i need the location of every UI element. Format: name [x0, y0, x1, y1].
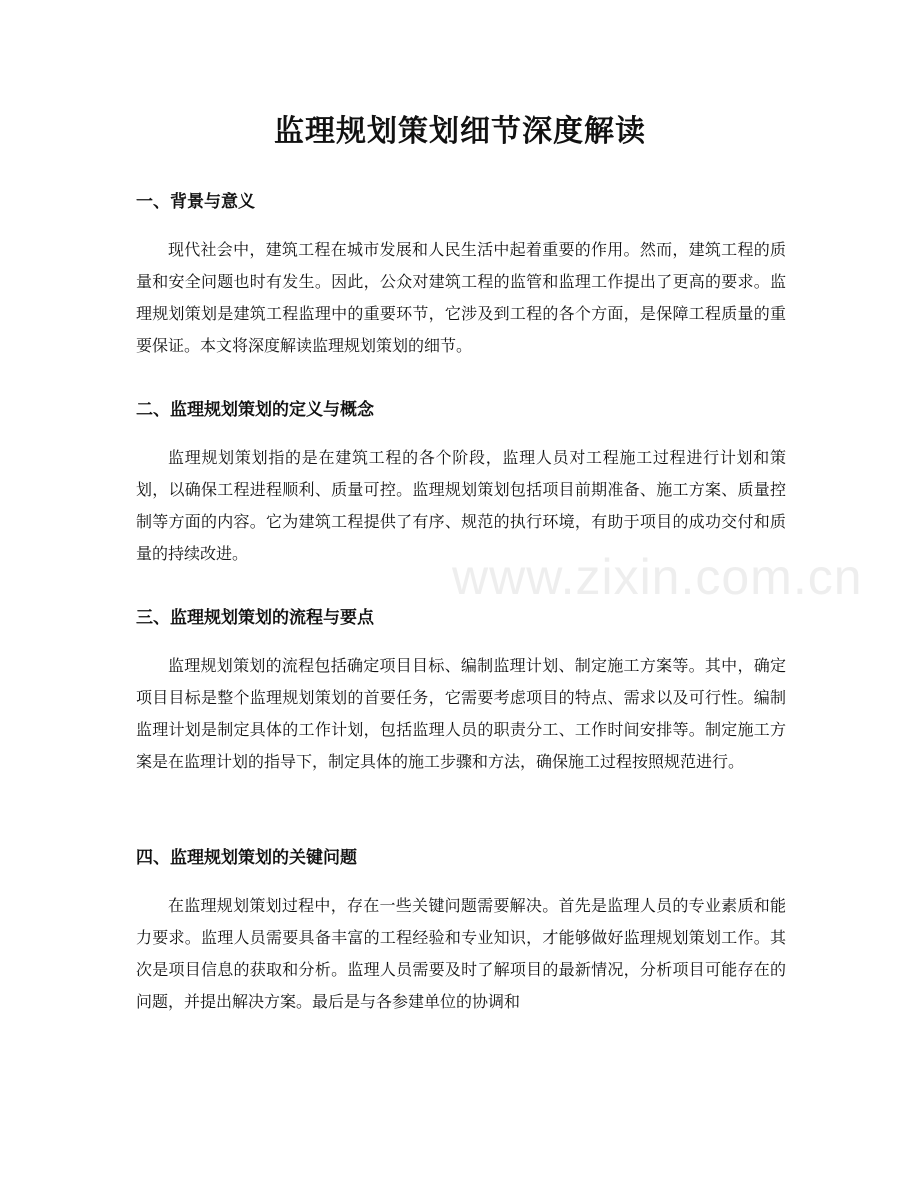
section-paragraph-definition: 监理规划策划指的是在建筑工程的各个阶段，监理人员对工程施工过程进行计划和策划，以确保工程进程顺利、质量可控。监理规划策划包括项目前期准备、施工方案、质量控制等方面的内容。它为建筑工程提供了有序、规范的执行环境，有助于项目的成功交付和质量的持续改进。	[136, 448, 786, 563]
document-title: 监理规划策划细节深度解读	[274, 114, 646, 149]
section-paragraph-background: 现代社会中，建筑工程在城市发展和人民生活中起着重要的作用。然而，建筑工程的质量和安全问题也时有发生。因此，公众对建筑工程的监管和监理工作提出了更高的要求。监理规划策划是建筑工程监理中的重要环节，它涉及到工程的各个方面，是保障工程质量的重要保证。本文将深度解读监理规划策划的细节。	[136, 240, 786, 355]
section-paragraph-process: 监理规划策划的流程包括确定项目目标、编制监理计划、制定施工方案等。其中，确定项目目标是整个监理规划策划的首要任务，它需要考虑项目的特点、需求以及可行性。编制监理计划是制定具体的工作计划，包括监理人员的职责分工、工作时间安排等。制定施工方案是在监理计划的指导下，制定具体的施工步骤和方法，确保施工过程按照规范进行。	[136, 656, 786, 771]
section-heading-definition: 二、监理规划策划的定义与概念	[136, 400, 374, 420]
section-heading-background: 一、背景与意义	[136, 192, 255, 212]
watermark: www.zixin.com.cn	[452, 549, 863, 605]
section-heading-key-issues: 四、监理规划策划的关键问题	[136, 848, 357, 868]
section-paragraph-key-issues: 在监理规划策划过程中，存在一些关键问题需要解决。首先是监理人员的专业素质和能力要求。监理人员需要具备丰富的工程经验和专业知识，才能够做好监理规划策划工作。其次是项目信息的获取和分析。监理人员需要及时了解项目的最新情况，分析项目可能存在的问题，并提出解决方案。最后是与各参建单位的协调和	[136, 896, 786, 1011]
section-heading-process: 三、监理规划策划的流程与要点	[136, 608, 374, 628]
